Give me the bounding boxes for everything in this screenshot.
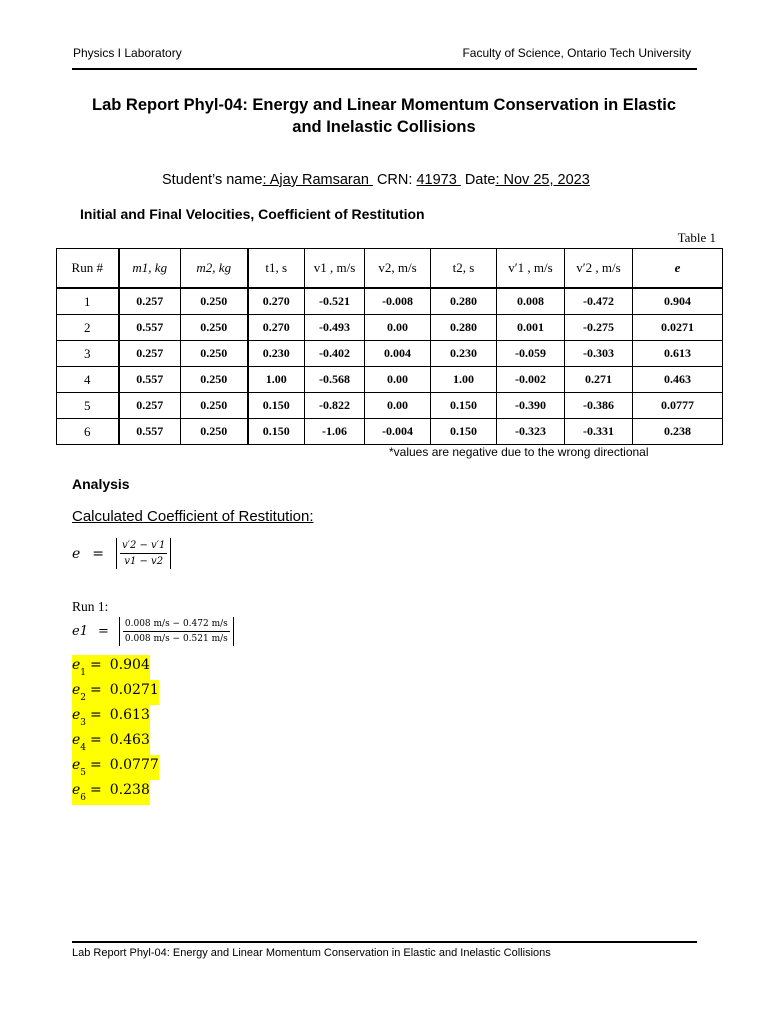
cell-t2: 0.150 bbox=[431, 419, 497, 445]
formula-denominator: v1 − v2 bbox=[124, 556, 164, 567]
cell-e: 0.238 bbox=[633, 419, 723, 445]
cell-run: 2 bbox=[57, 315, 119, 341]
cell-v1p: -0.059 bbox=[497, 341, 565, 367]
cell-v1p: -0.390 bbox=[497, 393, 565, 419]
student-name-label: Student’s name bbox=[162, 172, 263, 188]
col-v1: v1 , m/s bbox=[305, 249, 365, 289]
run1-lhs: e1 bbox=[72, 624, 88, 639]
cell-t2: 1.00 bbox=[431, 367, 497, 393]
table-caption: Table 1 bbox=[677, 230, 716, 245]
cell-m2: 0.250 bbox=[181, 419, 248, 445]
col-t2: t2, s bbox=[431, 249, 497, 289]
col-v2-prime: v′2 , m/s bbox=[565, 249, 633, 289]
cell-t1: 0.150 bbox=[248, 393, 305, 419]
cell-v2: 0.00 bbox=[365, 315, 431, 341]
table-note: *values are negative due to the wrong directional bbox=[389, 445, 649, 459]
result-value: 0.904 bbox=[109, 657, 150, 673]
cell-e: 0.904 bbox=[633, 288, 723, 315]
cell-m1: 0.557 bbox=[119, 367, 181, 393]
cell-m1: 0.257 bbox=[119, 341, 181, 367]
cell-v1: -1.06 bbox=[305, 419, 365, 445]
header-course: Physics I Laboratory bbox=[73, 46, 182, 60]
result-eq: = bbox=[90, 732, 102, 748]
cell-v1: -0.402 bbox=[305, 341, 365, 367]
cell-m2: 0.250 bbox=[181, 315, 248, 341]
run1-denominator: 0.008 m/s − 0.521 m/s bbox=[124, 634, 228, 644]
result-value: 0.0271 bbox=[109, 682, 159, 698]
cell-v2: 0.004 bbox=[365, 341, 431, 367]
calc-heading: Calculated Coefficient of Restitution: bbox=[72, 508, 314, 525]
run1-numerator: 0.008 m/s − 0.472 m/s bbox=[123, 617, 230, 632]
cell-e: 0.0271 bbox=[633, 315, 723, 341]
cell-t1: 0.230 bbox=[248, 341, 305, 367]
cell-v2: 0.00 bbox=[365, 367, 431, 393]
cell-v2: -0.004 bbox=[365, 419, 431, 445]
result-line bbox=[72, 780, 150, 805]
run1-eq: = bbox=[97, 624, 109, 639]
cell-m1: 0.557 bbox=[119, 419, 181, 445]
title-line-2: and Inelastic Collisions bbox=[292, 118, 476, 136]
table-row bbox=[57, 341, 723, 367]
col-v1-prime: v′1 , m/s bbox=[497, 249, 565, 289]
result-value: 0.238 bbox=[109, 782, 150, 798]
col-e: e bbox=[633, 249, 723, 289]
result-var: e bbox=[72, 657, 81, 673]
cell-v1: -0.521 bbox=[305, 288, 365, 315]
velocity-table bbox=[56, 248, 723, 445]
cell-m2: 0.250 bbox=[181, 341, 248, 367]
result-eq: = bbox=[90, 682, 102, 698]
cell-m2: 0.250 bbox=[181, 367, 248, 393]
student-info bbox=[162, 172, 590, 188]
footer-divider bbox=[72, 941, 697, 943]
result-subscript: 3 bbox=[80, 717, 87, 728]
run1-label: Run 1: bbox=[72, 599, 109, 614]
result-subscript: 1 bbox=[80, 667, 87, 678]
col-m1: m1, kg bbox=[119, 249, 181, 289]
result-value: 0.0777 bbox=[109, 757, 159, 773]
result-value: 0.613 bbox=[109, 707, 150, 723]
result-var: e bbox=[72, 782, 81, 798]
cell-v1p: 0.001 bbox=[497, 315, 565, 341]
cell-run: 3 bbox=[57, 341, 119, 367]
formula-numerator: v′2 − v′1 bbox=[120, 538, 167, 554]
cell-v2p: -0.472 bbox=[565, 288, 633, 315]
cell-v1: -0.822 bbox=[305, 393, 365, 419]
run1-formula bbox=[72, 617, 234, 646]
result-eq: = bbox=[90, 657, 102, 673]
col-v2: v2, m/s bbox=[365, 249, 431, 289]
cell-v2p: -0.275 bbox=[565, 315, 633, 341]
formula-lhs: e bbox=[72, 545, 81, 562]
cell-v2p: -0.303 bbox=[565, 341, 633, 367]
result-line bbox=[72, 730, 150, 755]
cell-m1: 0.557 bbox=[119, 315, 181, 341]
cell-t1: 0.270 bbox=[248, 315, 305, 341]
crn-label: CRN: bbox=[376, 172, 417, 188]
cell-t1: 0.150 bbox=[248, 419, 305, 445]
cell-run: 6 bbox=[57, 419, 119, 445]
result-subscript: 2 bbox=[80, 692, 87, 703]
header-divider bbox=[72, 68, 697, 70]
cell-e: 0.0777 bbox=[633, 393, 723, 419]
header-faculty: Faculty of Science, Ontario Tech University bbox=[462, 46, 691, 60]
result-eq: = bbox=[90, 707, 102, 723]
table-row bbox=[57, 393, 723, 419]
cell-v2: 0.00 bbox=[365, 393, 431, 419]
result-var: e bbox=[72, 682, 81, 698]
restitution-formula bbox=[72, 538, 171, 569]
result-line bbox=[72, 705, 150, 730]
result-eq: = bbox=[90, 757, 102, 773]
cell-t2: 0.280 bbox=[431, 288, 497, 315]
cell-v1p: 0.008 bbox=[497, 288, 565, 315]
cell-t2: 0.280 bbox=[431, 315, 497, 341]
cell-run: 4 bbox=[57, 367, 119, 393]
cell-v2p: -0.331 bbox=[565, 419, 633, 445]
result-eq: = bbox=[90, 782, 102, 798]
result-subscript: 4 bbox=[80, 742, 87, 753]
cell-v1: -0.568 bbox=[305, 367, 365, 393]
cell-t2: 0.150 bbox=[431, 393, 497, 419]
crn-value: 41973 bbox=[416, 172, 461, 188]
section-title: Initial and Final Velocities, Coefficient of Restitution bbox=[80, 206, 425, 222]
formula-fraction bbox=[116, 538, 171, 569]
formula-eq: = bbox=[92, 545, 105, 562]
result-var: e bbox=[72, 757, 81, 773]
table-header-row bbox=[57, 249, 723, 289]
col-run: Run # bbox=[57, 249, 119, 289]
table-row bbox=[57, 367, 723, 393]
result-line bbox=[72, 680, 159, 705]
result-var: e bbox=[72, 707, 81, 723]
table-row bbox=[57, 419, 723, 445]
student-name-value: : Ajay Ramsaran bbox=[262, 172, 373, 188]
cell-v2p: 0.271 bbox=[565, 367, 633, 393]
page-title bbox=[60, 94, 708, 138]
cell-m2: 0.250 bbox=[181, 393, 248, 419]
cell-e: 0.613 bbox=[633, 341, 723, 367]
cell-run: 1 bbox=[57, 288, 119, 315]
results-list bbox=[72, 655, 159, 805]
cell-t2: 0.230 bbox=[431, 341, 497, 367]
cell-v1: -0.493 bbox=[305, 315, 365, 341]
cell-run: 5 bbox=[57, 393, 119, 419]
table-row bbox=[57, 288, 723, 315]
result-var: e bbox=[72, 732, 81, 748]
cell-m1: 0.257 bbox=[119, 288, 181, 315]
cell-t1: 1.00 bbox=[248, 367, 305, 393]
cell-v2p: -0.386 bbox=[565, 393, 633, 419]
cell-v1p: -0.323 bbox=[497, 419, 565, 445]
table-row bbox=[57, 315, 723, 341]
cell-v1p: -0.002 bbox=[497, 367, 565, 393]
cell-e: 0.463 bbox=[633, 367, 723, 393]
run1-fraction bbox=[119, 617, 234, 646]
date-value: : Nov 25, 2023 bbox=[495, 172, 590, 188]
result-value: 0.463 bbox=[109, 732, 150, 748]
footer-text: Lab Report Phyl-04: Energy and Linear Momentum Conservation in Elastic and Inelastic Collisions bbox=[72, 947, 551, 959]
cell-v2: -0.008 bbox=[365, 288, 431, 315]
cell-m1: 0.257 bbox=[119, 393, 181, 419]
date-label: Date bbox=[464, 172, 496, 188]
title-line-1: Lab Report Phyl-04: Energy and Linear Momentum Conservation in Elastic bbox=[91, 96, 677, 114]
col-m2: m2, kg bbox=[181, 249, 248, 289]
analysis-heading: Analysis bbox=[72, 476, 130, 492]
result-line bbox=[72, 655, 150, 680]
cell-t1: 0.270 bbox=[248, 288, 305, 315]
result-subscript: 6 bbox=[80, 792, 87, 803]
cell-m2: 0.250 bbox=[181, 288, 248, 315]
col-t1: t1, s bbox=[248, 249, 305, 289]
result-line bbox=[72, 755, 159, 780]
result-subscript: 5 bbox=[80, 767, 87, 778]
